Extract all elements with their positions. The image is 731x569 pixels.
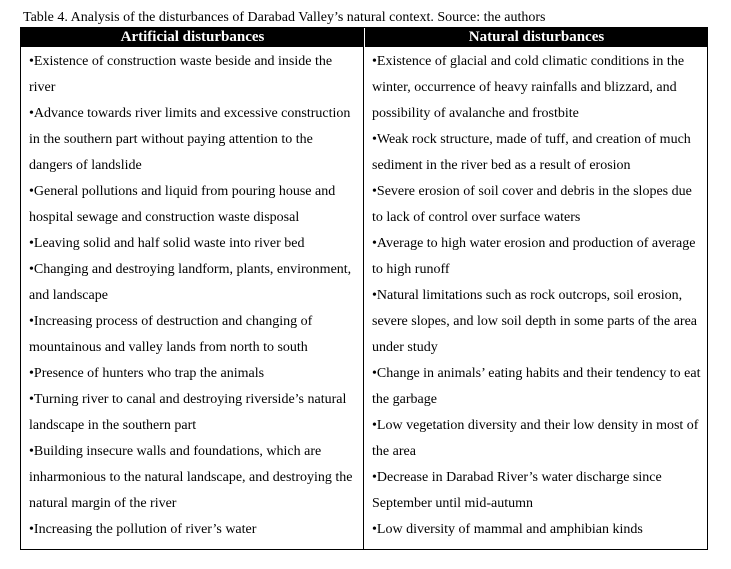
artificial-item: •Existence of construction waste beside and inside the river: [29, 54, 333, 95]
natural-item: •Low vegetation diversity and their low density in most of the area: [372, 418, 699, 459]
natural-item: •Change in animals’ eating habits and their tendency to eat the garbage: [372, 366, 701, 407]
artificial-item: •Increasing process of destruction and changing of mountainous and valley lands from north to south: [29, 314, 313, 355]
header-artificial: Artificial disturbances: [120, 29, 265, 45]
artificial-item: •Advance towards river limits and excessive construction in the southern part without paying attention to the dangers of landslide: [29, 106, 351, 173]
natural-item: •Average to high water erosion and production of average to high runoff: [372, 236, 696, 277]
header-natural: Natural disturbances: [364, 28, 708, 47]
artificial-item: •General pollutions and liquid from pouring house and hospital sewage and construction waste disposal: [29, 184, 336, 225]
natural-item: •Low diversity of mammal and amphibian kinds: [372, 522, 643, 537]
artificial-item: •Changing and destroying landform, plants, environment, and landscape: [29, 262, 352, 303]
artificial-item: •Presence of hunters who trap the animals: [29, 366, 265, 381]
table-body: [21, 47, 707, 549]
natural-item: •Decrease in Darabad River’s water discharge since September until mid-autumn: [372, 470, 662, 511]
natural-item: •Existence of glacial and cold climatic conditions in the winter, occurrence of heavy rainfalls and blizzard, and possibility of avalanche and frostbite: [372, 54, 685, 121]
table-header-row: [21, 28, 707, 47]
artificial-item: •Leaving solid and half solid waste into river bed: [29, 236, 305, 251]
artificial-column: [21, 47, 364, 549]
disturbances-table: [20, 27, 708, 550]
natural-item: •Weak rock structure, made of tuff, and creation of much sediment in the river bed as a result of erosion: [372, 132, 691, 173]
artificial-item: •Building insecure walls and foundations, which are inharmonious to the natural landscape, and destroying the natural margin of the river: [29, 444, 353, 511]
artificial-item: •Increasing the pollution of river’s water: [29, 522, 257, 537]
table-caption: Table 4. Analysis of the disturbances of Darabad Valley’s natural context. Source: the authors: [23, 10, 546, 25]
artificial-item: •Turning river to canal and destroying riverside’s natural landscape in the southern part: [29, 392, 347, 433]
natural-column: [364, 47, 707, 549]
natural-item: •Severe erosion of soil cover and debris in the slopes due to lack of control over surface waters: [372, 184, 692, 225]
natural-item: •Natural limitations such as rock outcrops, soil erosion, severe slopes, and low soil depth in some parts of the area under study: [372, 288, 698, 355]
